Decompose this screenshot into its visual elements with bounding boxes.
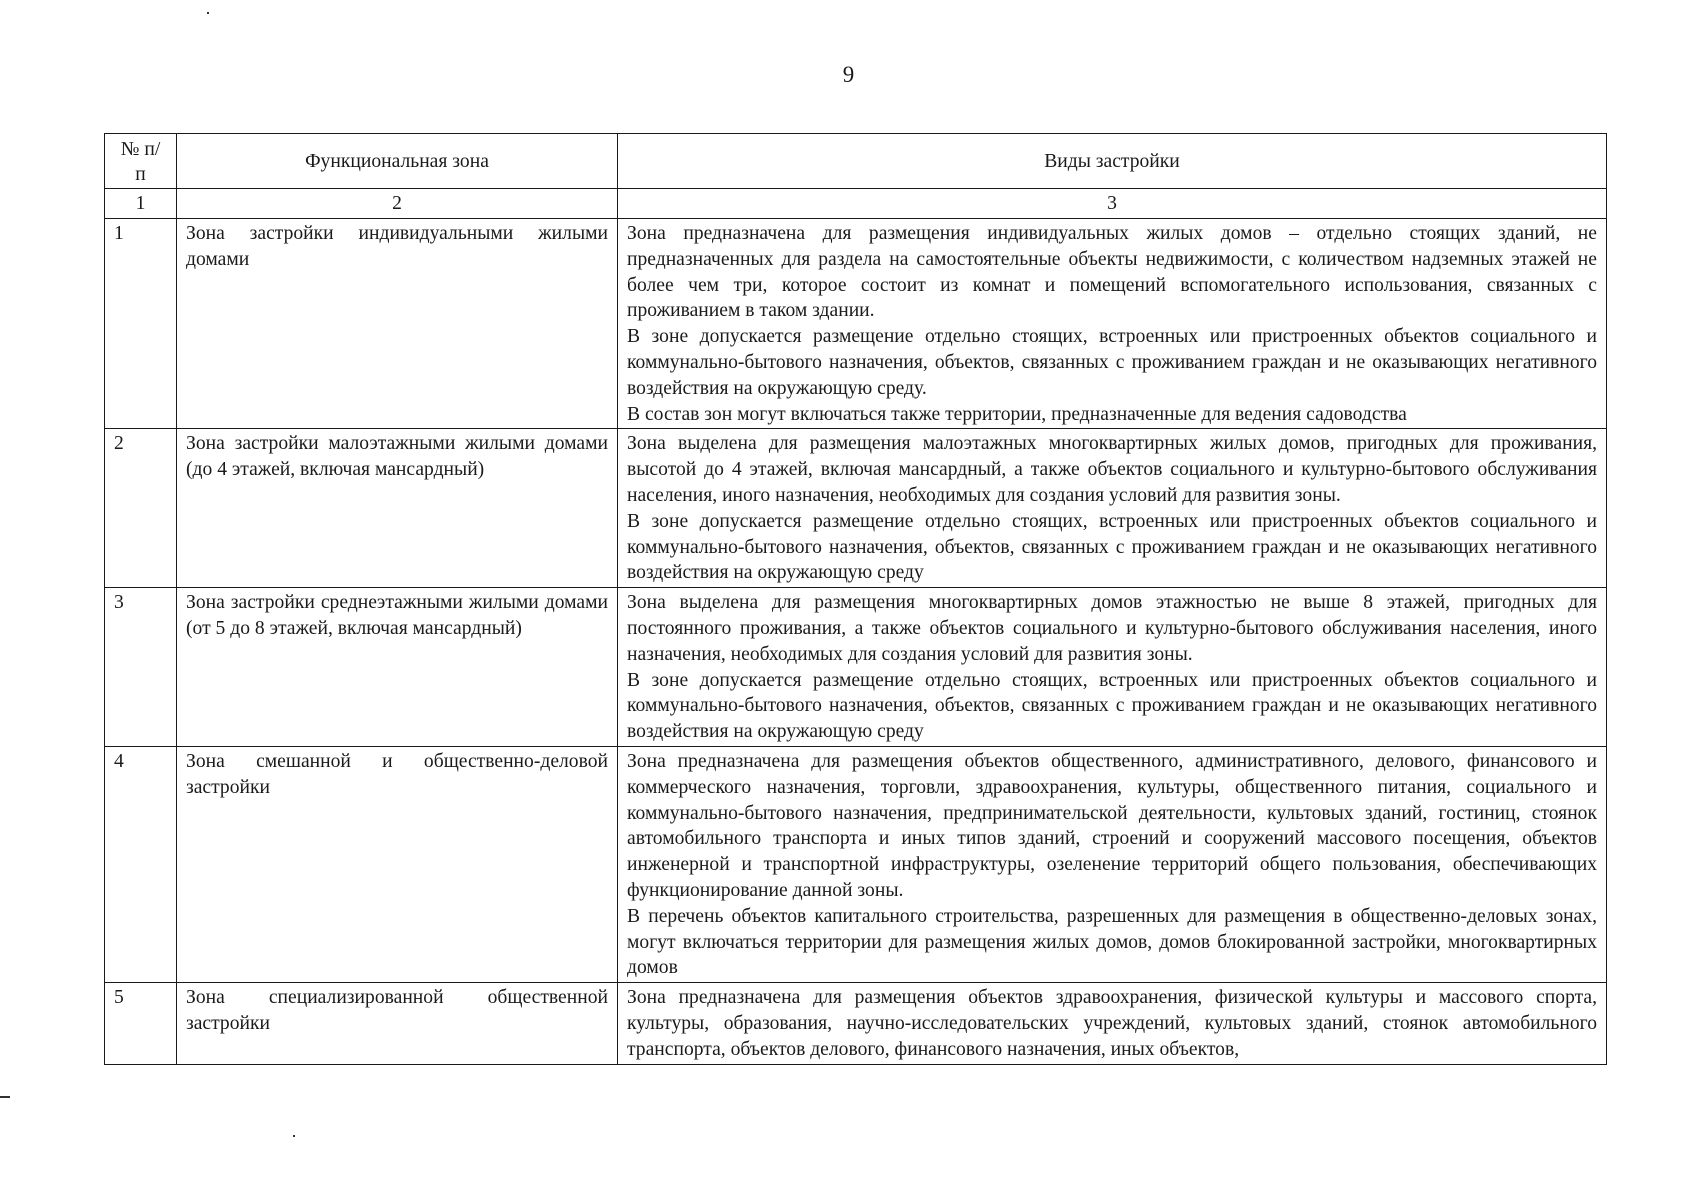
header-functional-zone: Функциональная зона [177, 134, 618, 189]
table-row [105, 746, 1607, 982]
description-paragraph: Зона выделена для размещения многоквартирных домов этажностью не выше 8 этажей, пригодных для постоянного проживания, а также объектов социального и культурно-бытового обслуживания населения, иного назначения, необходимых для создания условий для развития зоны. [627, 592, 1597, 665]
description-paragraph: В перечень объектов капитального строительства, разрешенных для размещения в общественно-деловых зонах, могут включаться территории для размещения жилых домов, домов блокированной застройки, многоквартирных домов [627, 905, 1597, 979]
zone-name: Зона застройки среднеэтажными жилыми домами (от 5 до 8 этажей, включая мансардный) [177, 588, 618, 747]
zone-name: Зона смешанной и общественно-деловой застройки [177, 746, 618, 982]
header-number-label: № п/п [120, 138, 161, 185]
row-number: 4 [105, 746, 177, 982]
row-number: 2 [105, 429, 177, 588]
zone-description [618, 219, 1607, 429]
column-number: 1 [105, 189, 177, 219]
description-paragraph: Зона предназначена для размещения объектов общественного, административного, делового, финансового и коммерческого назначения, торговли, здравоохранения, культуры, общественного питания, социального и коммунально-бытового назначения, предпринимательской деятельности, культовых зданий, гостиниц, стоянок автомобильного транспорта и иных типов зданий, строений и сооружений массового посещения, объектов инженерной и транспортной инфраструктуры, озеленение территорий общего пользования, обеспечивающих функционирование данной зоны. [627, 750, 1597, 901]
zone-description [618, 983, 1607, 1064]
table-row [105, 983, 1607, 1064]
zone-name: Зона застройки индивидуальными жилыми домами [177, 219, 618, 429]
description-paragraph: Зона предназначена для размещения индивидуальных жилых домов – отдельно стоящих зданий, не предназначенных для раздела на самостоятельные объекты недвижимости, с количеством надземных этажей не более чем три, которое состоит из комнат и помещений вспомогательного использования, связанных с проживанием в таком здании. [627, 223, 1597, 322]
zone-description [618, 588, 1607, 747]
description-paragraph: В состав зон могут включаться также территории, предназначенные для ведения садоводства [627, 403, 1407, 425]
functional-zones-table [104, 133, 1607, 1065]
row-number: 1 [105, 219, 177, 429]
header-number [105, 134, 177, 189]
row-number: 5 [105, 983, 177, 1064]
zone-name: Зона застройки малоэтажными жилыми домами (до 4 этажей, включая мансардный) [177, 429, 618, 588]
description-paragraph: В зоне допускается размещение отдельно стоящих, встроенных или пристроенных объектов социального и коммунально-бытового назначения, объектов, связанных с проживанием граждан и не оказывающих негативного воздействия на окружающую среду. [627, 326, 1597, 399]
row-number: 3 [105, 588, 177, 747]
scan-speck [293, 1135, 295, 1137]
header-building-types: Виды застройки [618, 134, 1607, 189]
description-paragraph: Зона предназначена для размещения объектов здравоохранения, физической культуры и массового спорта, культуры, образования, научно-исследовательских учреждений, культовых зданий, стоянок автомобильного транспорта, объектов делового, финансового назначения, иных объектов, [627, 987, 1597, 1060]
zone-description [618, 429, 1607, 588]
zone-description [618, 746, 1607, 982]
zone-name: Зона специализированной общественной застройки [177, 983, 618, 1064]
scan-speck [207, 12, 209, 14]
description-paragraph: Зона выделена для размещения малоэтажных многоквартирных жилых домов, пригодных для проживания, высотой до 4 этажей, включая мансардный, а также объектов социального и культурно-бытового обслуживания населения, иного назначения, необходимых для создания условий для развития зоны. [627, 433, 1597, 506]
description-paragraph: В зоне допускается размещение отдельно стоящих, встроенных или пристроенных объектов социального и коммунально-бытового назначения, объектов, связанных с проживанием граждан и не оказывающих негативного воздействия на окружающую среду [627, 510, 1597, 584]
page-number: 9 [842, 62, 855, 87]
scan-dash [0, 1096, 10, 1098]
table-row [105, 429, 1607, 588]
description-paragraph: В зоне допускается размещение отдельно стоящих, встроенных или пристроенных объектов социального и коммунально-бытового назначения, объектов, связанных с проживанием граждан и не оказывающих негативного воздействия на окружающую среду [627, 669, 1597, 743]
column-number: 2 [177, 189, 618, 219]
column-numbers-row [105, 189, 1607, 219]
table-row [105, 219, 1607, 429]
column-number: 3 [618, 189, 1607, 219]
table-header-row [105, 134, 1607, 189]
table-row [105, 588, 1607, 747]
